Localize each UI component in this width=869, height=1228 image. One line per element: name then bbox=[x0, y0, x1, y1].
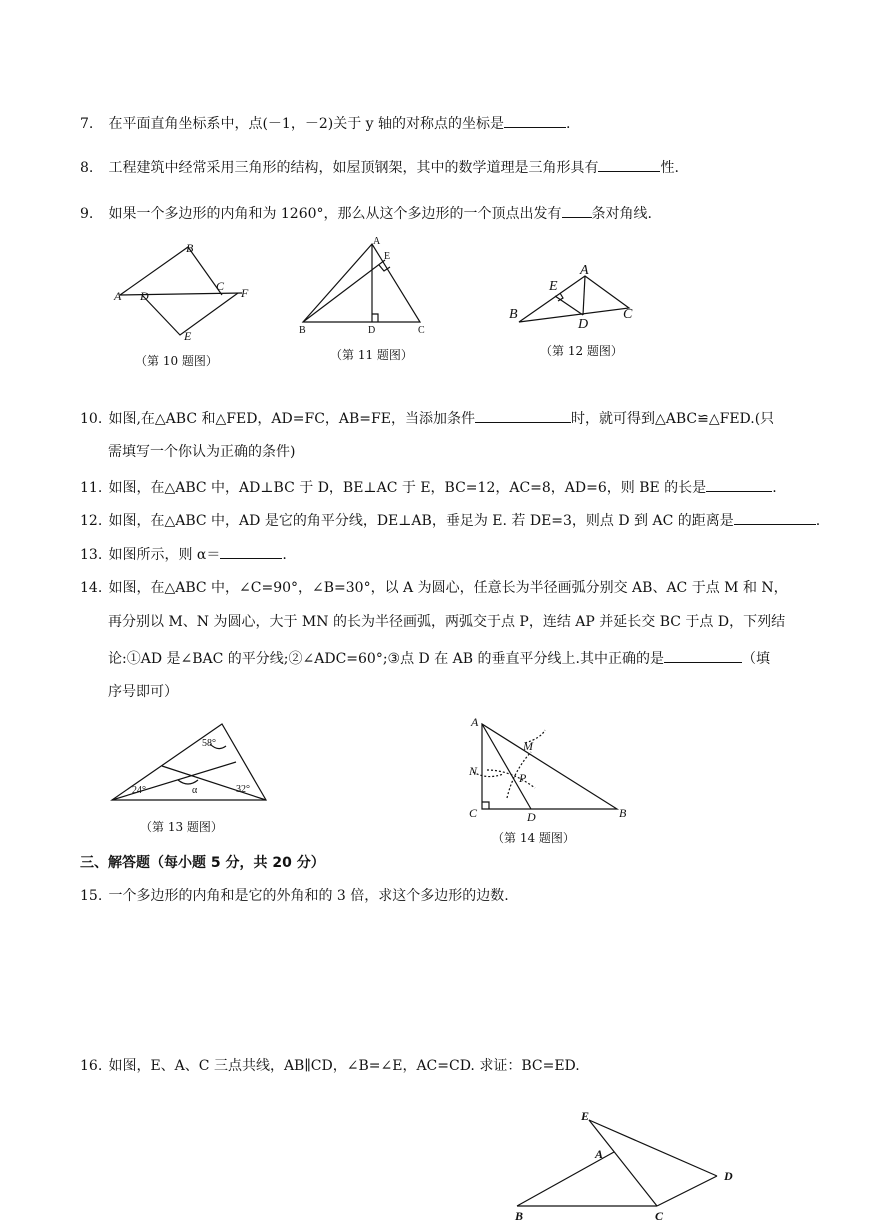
caption-fig14: （第 14 题图） bbox=[492, 831, 575, 845]
question-14-line4: 序号即可） bbox=[108, 684, 178, 700]
altitude-be bbox=[303, 260, 385, 322]
line-af bbox=[120, 293, 242, 295]
triangle-abc bbox=[303, 244, 420, 322]
figure-12 bbox=[505, 258, 645, 338]
label-B: B bbox=[186, 241, 194, 255]
question-14-line3 bbox=[108, 648, 770, 669]
figure-14 bbox=[465, 712, 635, 822]
figure-11 bbox=[295, 238, 435, 338]
perpendicular-de bbox=[555, 296, 583, 315]
cevian-right bbox=[162, 766, 266, 800]
figure-13 bbox=[110, 722, 270, 804]
question-end: . bbox=[772, 480, 777, 496]
question-9 bbox=[80, 203, 652, 224]
caption-fig12: （第 12 题图） bbox=[540, 344, 623, 358]
answer-blank[interactable] bbox=[598, 157, 660, 172]
right-angle-c bbox=[482, 802, 489, 809]
answer-blank[interactable] bbox=[220, 544, 282, 559]
section-heading: 三、解答题（每小题 5 分，共 20 分） bbox=[80, 855, 325, 871]
label-B: B bbox=[299, 325, 306, 336]
label-F: F bbox=[241, 286, 249, 300]
question-15 bbox=[80, 886, 509, 906]
triangle-abc bbox=[519, 276, 629, 322]
label-D: D bbox=[368, 325, 376, 336]
label-A: A bbox=[114, 289, 122, 303]
label-E: E bbox=[184, 329, 192, 343]
question-text: 如图，在△ABC 中，∠C=90°，∠B=30°，以 A 为圆心，任意长为半径画弧分别交 AB、AC 于点 M 和 N， bbox=[108, 580, 788, 596]
cevian-left bbox=[112, 762, 236, 800]
label-D: D bbox=[140, 289, 149, 303]
label-B: B bbox=[509, 307, 518, 322]
figure-16 bbox=[505, 1108, 745, 1223]
label-M: M bbox=[523, 739, 533, 753]
question-number: 10. bbox=[80, 411, 103, 427]
label-A: A bbox=[373, 236, 381, 247]
label-E: E bbox=[549, 279, 558, 294]
question-end: . bbox=[282, 547, 287, 563]
label-E: E bbox=[384, 251, 391, 262]
question-8 bbox=[80, 157, 679, 178]
label-E: E bbox=[581, 1109, 590, 1123]
question-end: . bbox=[815, 513, 821, 529]
angle-arc-alpha bbox=[178, 780, 198, 784]
label-A: A bbox=[580, 263, 589, 278]
answer-blank[interactable] bbox=[734, 510, 816, 525]
answer-blank[interactable] bbox=[504, 113, 566, 128]
label-N: N bbox=[469, 764, 478, 778]
question-text: 工程建筑中经常采用三角形的结构，如屋顶钢架，其中的数学道理是三角形具有 bbox=[108, 160, 599, 176]
question-text: 如图，在△ABC 中，AD 是它的角平分线，DE⊥AB，垂足为 E. 若 DE=3，则点 D 到 AC 的距离是 bbox=[108, 513, 734, 529]
label-D: D bbox=[527, 810, 536, 824]
question-12 bbox=[80, 510, 820, 531]
triangle-abc bbox=[482, 724, 617, 809]
line-ec bbox=[589, 1120, 657, 1206]
angle-32: 32° bbox=[236, 784, 250, 795]
question-10-line2: 需填写一个你认为正确的条件) bbox=[108, 444, 296, 460]
label-D: D bbox=[724, 1169, 733, 1183]
answer-blank[interactable] bbox=[706, 477, 772, 492]
angle-58: 58° bbox=[202, 738, 216, 749]
question-text: 如果一个多边形的内角和为 1260°，那么从这个多边形的一个顶点出发有 bbox=[108, 206, 562, 222]
question-14 bbox=[80, 578, 788, 598]
question-7 bbox=[80, 113, 570, 134]
question-number: 13. bbox=[80, 547, 103, 563]
label-A: A bbox=[471, 715, 479, 729]
question-number: 14. bbox=[80, 580, 103, 596]
question-number: 11. bbox=[80, 480, 103, 496]
caption-fig10: （第 10 题图） bbox=[135, 354, 218, 368]
question-number: 15. bbox=[80, 888, 103, 904]
label-P: P bbox=[519, 771, 527, 785]
answer-blank[interactable] bbox=[475, 408, 571, 423]
question-number: 12. bbox=[80, 513, 103, 529]
question-number: 9. bbox=[80, 206, 94, 222]
bisector-ad bbox=[482, 724, 531, 809]
caption-fig13: （第 13 题图） bbox=[140, 820, 223, 834]
label-C: C bbox=[216, 279, 225, 293]
line-cd bbox=[657, 1176, 717, 1206]
question-end: . bbox=[566, 116, 571, 132]
question-number: 16. bbox=[80, 1058, 103, 1074]
angle-alpha: α bbox=[192, 785, 198, 796]
question-number: 8. bbox=[80, 160, 94, 176]
label-C: C bbox=[469, 806, 478, 820]
label-C: C bbox=[655, 1209, 664, 1223]
question-end: 时，就可得到△ABC≌△FED.(只 bbox=[570, 411, 775, 427]
label-B: B bbox=[619, 806, 627, 820]
question-text: 如图，在△ABC 中，AD⊥BC 于 D，BE⊥AC 于 E，BC=12，AC=8，AD=6，则 BE 的长是 bbox=[108, 480, 707, 496]
question-11 bbox=[80, 477, 777, 498]
figure-10 bbox=[110, 240, 270, 350]
triangle-abc bbox=[120, 247, 222, 295]
caption-fig11: （第 11 题图） bbox=[330, 348, 413, 362]
answer-blank[interactable] bbox=[664, 648, 742, 663]
right-angle-d bbox=[372, 314, 378, 322]
question-10 bbox=[80, 408, 774, 429]
question-text: 如图,在△ABC 和△FED，AD=FC，AB=FE，当添加条件 bbox=[108, 411, 475, 427]
label-C: C bbox=[418, 325, 425, 336]
question-end: 条对角线. bbox=[591, 206, 652, 222]
question-text: 在平面直角坐标系中，点(－1，－2)关于 y 轴的对称点的坐标是 bbox=[108, 116, 504, 132]
label-B: B bbox=[515, 1209, 524, 1223]
question-end: 性. bbox=[660, 160, 679, 176]
question-text: 如图所示，则 α＝ bbox=[108, 547, 221, 563]
question-text: 一个多边形的内角和是它的外角和的 3 倍，求这个多边形的边数. bbox=[108, 888, 509, 904]
angle-24: 24° bbox=[132, 785, 146, 796]
question-text: 论:①AD 是∠BAC 的平分线;②∠ADC=60°;③点 D 在 AB 的垂直平分线上.其中正确的是 bbox=[108, 651, 664, 667]
label-D: D bbox=[578, 317, 589, 332]
answer-blank[interactable] bbox=[562, 203, 592, 218]
question-end: （填 bbox=[741, 651, 770, 667]
label-C: C bbox=[623, 307, 633, 322]
label-A: A bbox=[595, 1147, 604, 1161]
question-number: 7. bbox=[80, 116, 94, 132]
line-ed bbox=[589, 1120, 717, 1176]
question-13 bbox=[80, 544, 287, 565]
arc-n bbox=[473, 772, 503, 777]
question-16 bbox=[80, 1056, 580, 1076]
question-14-line2: 再分别以 M、N 为圆心，大于 MN 的长为半径画弧，两弧交于点 P，连结 AP 并延长交 BC 于点 D，下列结 bbox=[108, 614, 786, 630]
bisector-ad bbox=[583, 276, 585, 315]
question-text: 如图，E、A、C 三点共线，AB∥CD，∠B=∠E，AC=CD. 求证：BC=ED. bbox=[108, 1058, 580, 1074]
